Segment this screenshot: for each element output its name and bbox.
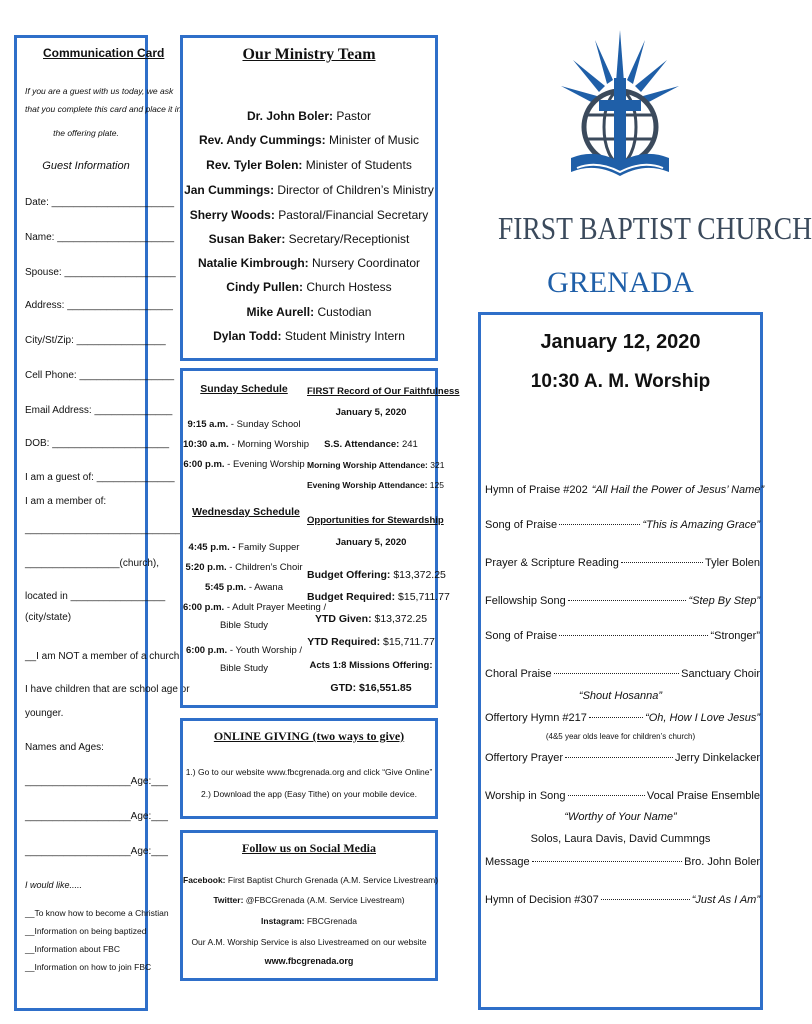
service-date: January 12, 2020 [540, 331, 701, 353]
social-title: Follow us on Social Media [241, 841, 376, 855]
city-state-label: (city/state) [25, 612, 72, 623]
logo-line-2: GRENADA [547, 266, 694, 299]
child-age-field-3[interactable]: ___________________Age:___ [25, 846, 168, 857]
wednesday-schedule-title: Wednesday Schedule [192, 506, 300, 518]
team-member: Cindy Pullen: Church Hostess [226, 280, 392, 294]
guest-of-field[interactable]: I am a guest of: ______________ [25, 472, 175, 483]
globe-cross-icon [555, 22, 685, 202]
children-label-1: I have children that are school age or [25, 684, 190, 695]
address-field[interactable]: Address: ___________________ [25, 300, 173, 311]
order-item: Choral Praise Sanctuary Choir [485, 668, 760, 680]
order-item: Hymn of Decision #307 “Just As I Am” [485, 894, 760, 906]
service-time: 10:30 A. M. Worship [530, 371, 711, 392]
order-item: Song of Praise “This is Amazing Grace” [485, 519, 760, 531]
twitter-line: Twitter: @FBCGrenada (A.M. Service Livestream) [213, 895, 405, 905]
giving-title: ONLINE GIVING (two ways to give) [213, 729, 405, 743]
option-about-fbc[interactable]: __Information about FBC [25, 944, 120, 954]
order-item: Offertory Hymn #217 “Oh, How I Love Jesus” [485, 712, 760, 724]
option-baptized[interactable]: __Information on being baptized [25, 926, 147, 936]
spouse-field[interactable]: Spouse: ____________________ [25, 267, 176, 278]
wednesday-item: Bible Study [219, 620, 269, 631]
record-item: S.S. Attendance: 241 [324, 439, 418, 450]
card-intro-1: If you are a guest with us today, we ask [25, 86, 174, 96]
card-intro-2: that you complete this card and place it in [25, 104, 182, 114]
team-member: Natalie Kimbrough: Nursery Coordinator [197, 256, 421, 270]
date-field[interactable]: Date: ______________________ [25, 197, 175, 208]
record-title: FIRST Record of Our Faithfulness [307, 386, 460, 397]
stewardship-item: Acts 1:8 Missions Offering: [309, 660, 433, 671]
card-title: Communication Card [43, 46, 165, 60]
sunday-schedule-title: Sunday Schedule [200, 383, 288, 395]
order-item: Hymn of Praise #202 “All Hail the Power of Jesus’ Name” [485, 484, 765, 496]
facebook-line: Facebook: First Baptist Church Grenada (A.M. Service Livestream) [183, 875, 439, 885]
team-member: Dylan Todd: Student Ministry Intern [213, 329, 405, 343]
wednesday-item: 6:00 p.m. - Youth Worship / [186, 645, 302, 656]
card-intro-3: the offering plate. [53, 128, 119, 138]
order-item: Worship in Song Vocal Praise Ensemble [485, 790, 760, 802]
ministry-team-panel [180, 35, 438, 361]
cell-phone-field[interactable]: Cell Phone: _________________ [25, 370, 175, 381]
livestream-note: Our A.M. Worship Service is also Livestreamed on our website [191, 937, 427, 947]
option-join-fbc[interactable]: __Information on how to join FBC [25, 962, 152, 972]
instagram-line: Instagram: FBCGrenada [261, 916, 357, 926]
order-item: Offertory Prayer Jerry Dinkelacker [485, 752, 760, 764]
wednesday-item: 6:00 p.m. - Adult Prayer Meeting / [183, 602, 327, 613]
choral-title: “Shout Hosanna” [578, 690, 663, 702]
order-item: Message Bro. John Boler [485, 856, 760, 868]
team-member: Sherry Woods: Pastoral/Financial Secretary [189, 208, 429, 222]
record-item: Evening Worship Attendance: 125 [307, 480, 444, 490]
member-of-field[interactable]: ____________________________ [25, 524, 181, 535]
record-date: January 5, 2020 [335, 407, 407, 418]
worship-order-panel [478, 312, 763, 1010]
website-link[interactable]: www.fbcgrenada.org [264, 956, 354, 966]
team-member: Jan Cummings: Director of Children’s Ministry [184, 183, 434, 197]
wednesday-item: 4:45 p.m. - Family Supper [188, 542, 300, 553]
sunday-item: 10:30 a.m. - Morning Worship [183, 439, 310, 450]
order-item: Fellowship Song “Step By Step” [485, 595, 760, 607]
social-media-panel [180, 830, 438, 981]
member-of-label: I am a member of: [25, 496, 107, 507]
option-become-christian[interactable]: __To know how to become a Christian [25, 908, 169, 918]
email-field[interactable]: Email Address: ______________ [25, 405, 173, 416]
sunday-item: 6:00 p.m. - Evening Worship [183, 459, 305, 470]
not-member-option[interactable]: __I am NOT a member of a church. [25, 651, 183, 662]
stewardship-item: GTD: $16,551.85 [330, 682, 412, 694]
name-field[interactable]: Name: _____________________ [25, 232, 175, 243]
giving-step-1: 1.) Go to our website www.fbcgrenada.org and click “Give Online” [185, 767, 433, 777]
child-age-field-1[interactable]: ___________________Age:___ [25, 776, 168, 787]
names-ages-label: Names and Ages: [25, 742, 104, 753]
communication-card [14, 35, 190, 1011]
soloists: Solos, Laura Davis, David Cummngs [530, 833, 711, 845]
stewardship-title: Opportunities for Stewardship [307, 515, 444, 526]
team-member: Susan Baker: Secretary/Receptionist [208, 232, 410, 246]
church-logo [478, 22, 812, 312]
stewardship-item: YTD Required: $15,711.77 [307, 636, 435, 648]
team-member: Mike Aurell: Custodian [246, 305, 372, 319]
worship-song-title: “Worthy of Your Name” [564, 811, 677, 823]
wednesday-item: 5:45 p.m. - Awana [205, 582, 283, 593]
children-church-note: (4&5 year olds leave for children’s church) [545, 732, 696, 741]
located-field[interactable]: located in _________________ [25, 591, 166, 602]
team-title: Our Ministry Team [242, 46, 376, 63]
would-like-label: I would like..... [25, 880, 83, 890]
stewardship-item: YTD Given: $13,372.25 [314, 613, 428, 625]
giving-step-2: 2.) Download the app (Easy Tithe) on your mobile device. [201, 789, 417, 799]
order-item: Song of Praise “Stronger” [485, 630, 760, 642]
team-member: Dr. John Boler: Pastor [246, 109, 372, 123]
team-member: Rev. Tyler Bolen: Minister of Students [206, 158, 412, 172]
online-giving-panel [180, 718, 438, 819]
team-member: Rev. Andy Cummings: Minister of Music [198, 133, 420, 147]
wednesday-item: Bible Study [219, 663, 269, 674]
stewardship-item: Budget Offering: $13,372.25 [307, 569, 446, 581]
guest-info-heading: Guest Information [42, 160, 130, 172]
dob-field[interactable]: DOB: _____________________ [25, 438, 170, 449]
order-item: Prayer & Scripture Reading Tyler Bolen [485, 557, 760, 569]
stewardship-item: Budget Required: $15,711.77 [307, 591, 450, 603]
schedule-panel [180, 368, 460, 708]
sunday-item: 9:15 a.m. - Sunday School [187, 419, 301, 430]
wednesday-item: 5:20 p.m. - Children’s Choir [185, 562, 303, 573]
stewardship-date: January 5, 2020 [335, 537, 407, 548]
child-age-field-2[interactable]: ___________________Age:___ [25, 811, 168, 822]
record-item: Morning Worship Attendance: 321 [307, 460, 445, 470]
city-field[interactable]: City/St/Zip: ________________ [25, 335, 166, 346]
church-field[interactable]: _________________(church), [25, 558, 159, 569]
logo-line-1: FIRST BAPTIST CHURCH [497, 210, 812, 246]
children-label-2: younger. [25, 708, 64, 719]
